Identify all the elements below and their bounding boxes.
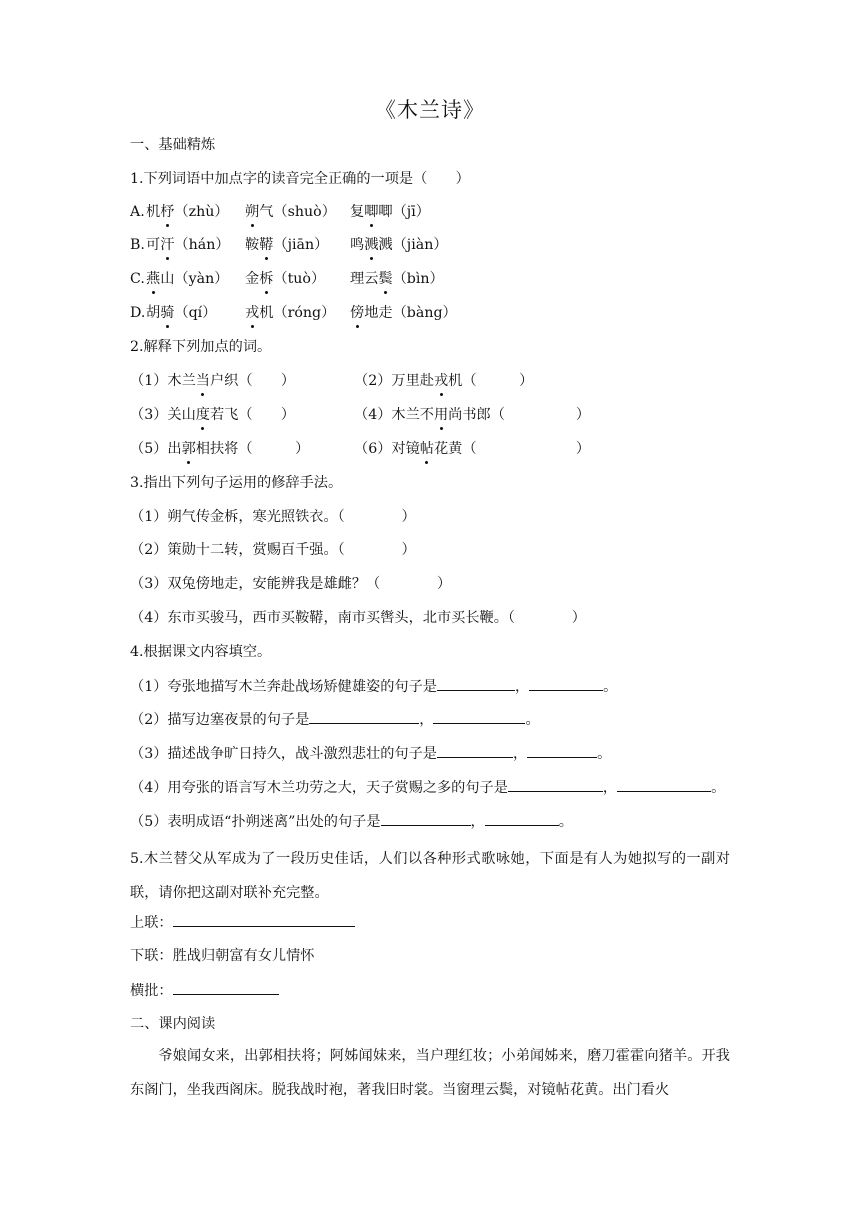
item-text: （1）夸张地描写木兰奔赴战场矫健雄姿的句子是: [130, 679, 437, 695]
item-text: （1）木兰: [130, 373, 196, 389]
word-char: 鞍: [245, 237, 260, 253]
pinyin: （bìn）: [392, 271, 444, 287]
item-text: （3）描述战争旷日持久，战斗激烈悲壮的句子是: [130, 746, 437, 762]
item-text: 相扶将（ ）: [195, 441, 310, 457]
question-4-stem: 4.根据课文内容填空。: [130, 644, 272, 660]
item-text: （4）木兰不: [354, 407, 434, 423]
question-2-item: [354, 405, 590, 425]
word-char: 地走: [364, 305, 393, 321]
answer-blank[interactable]: [309, 709, 419, 724]
answer-blank[interactable]: [527, 743, 597, 758]
pinyin: （zhù）: [174, 204, 229, 220]
pinyin: （jiàn）: [392, 237, 448, 253]
option-word: [146, 303, 216, 323]
answer-blank[interactable]: [529, 676, 603, 691]
pinyin: （hán）: [174, 237, 230, 253]
answer-blank[interactable]: [617, 777, 711, 792]
dotted-char: 鞯: [259, 237, 274, 253]
option-word: [350, 235, 448, 255]
option-word: [350, 202, 430, 222]
separator: ，: [470, 814, 485, 830]
separator: ，: [419, 712, 434, 728]
terminator: 。: [558, 814, 573, 830]
answer-blank[interactable]: [437, 676, 515, 691]
word-char: 鸣: [350, 237, 365, 253]
word-char: 胡: [146, 305, 161, 321]
option-word: [146, 202, 229, 222]
question-3-item: （3）双兔傍地走，安能辨我是雄雌？（ ）: [130, 576, 452, 592]
dotted-char: 骑: [160, 305, 175, 321]
reading-passage: 爷娘闻女来，出郭相扶将；阿姊闻妹来，当户理红妆；小弟闻姊来，磨刀霍霍向猪羊。开我东阁门，坐我西阁床。脱我战时袍，著我旧时裳。当窗理云鬓，对镜帖花黄。出门看火: [130, 1048, 730, 1098]
couplet-horizontal-label: 横批：: [130, 983, 173, 999]
pinyin: （jiān）: [273, 237, 329, 253]
word-char: 山: [160, 271, 175, 287]
question-2-stem: 2.解释下列加点的词。: [130, 339, 272, 355]
word-char: 溅: [378, 237, 393, 253]
dotted-char: 用: [433, 407, 449, 423]
dotted-char: 当: [195, 373, 210, 389]
dotted-char: 唧: [364, 204, 379, 220]
terminator: 。: [711, 780, 726, 796]
item-text: 机（ ）: [448, 373, 534, 389]
pinyin: （róng）: [273, 305, 336, 321]
option-label: D.: [130, 305, 146, 321]
item-text: 花黄（ ）: [433, 441, 591, 457]
dotted-char: 郭: [181, 441, 196, 457]
answer-blank[interactable]: [381, 811, 471, 826]
item-text: （5）表明成语“扑朔迷离”出处的句子是: [130, 814, 381, 830]
answer-blank[interactable]: [433, 709, 525, 724]
terminator: 。: [603, 679, 618, 695]
couplet-upper: [130, 912, 355, 933]
couplet-lower: 下联：胜战归朝富有女儿情怀: [130, 948, 315, 964]
dotted-char: 汗: [160, 237, 175, 253]
word-char: 机: [146, 204, 161, 220]
couplet-horizontal-blank[interactable]: [173, 980, 279, 995]
option-row: [130, 235, 730, 255]
option-word: [245, 235, 328, 255]
question-3-stem: 3.指出下列句子运用的修辞手法。: [130, 475, 343, 491]
dotted-char: 帖: [419, 441, 434, 457]
item-text: 尚书郎（ ）: [448, 407, 591, 423]
option-row: [130, 269, 730, 289]
answer-blank[interactable]: [508, 777, 603, 792]
dotted-char: 朔: [245, 204, 260, 220]
option-label: A.: [130, 204, 145, 220]
dotted-char: 溅: [364, 237, 379, 253]
pinyin: （jī）: [392, 204, 430, 220]
option-word: [146, 235, 230, 255]
page-title: 《木兰诗》: [375, 98, 485, 122]
option-word: [350, 303, 457, 323]
question-4-item: [130, 811, 573, 832]
word-char: 唧: [378, 204, 393, 220]
answer-blank[interactable]: [485, 811, 559, 826]
item-text: （5）出: [130, 441, 182, 457]
item-text: 户织（ ）: [209, 373, 296, 389]
option-word: [245, 269, 325, 289]
dotted-char: 戎: [245, 305, 260, 321]
option-label: C.: [130, 271, 145, 287]
question-3-item: （4）东市买骏马，西市买鞍鞯，南市买辔头，北市买长鞭。（ ）: [130, 610, 586, 626]
question-2-item: [130, 439, 309, 459]
question-2-item: [354, 371, 533, 391]
question-5-stem: 5.木兰替父从军成为了一段历史佳话，人们以各种形式歌咏她，下面是有人为她拟写的一副对联，请你把这副对联补充完整。: [130, 851, 730, 901]
item-text: （6）对镜: [354, 441, 420, 457]
dotted-char: 鬓: [378, 271, 393, 287]
separator: ，: [512, 746, 528, 762]
question-2-item: [130, 405, 295, 425]
dotted-char: 杼: [160, 204, 175, 220]
answer-blank[interactable]: [437, 743, 513, 758]
dotted-char: 戎: [433, 373, 449, 389]
word-char: 金: [245, 271, 260, 287]
question-2-item: [130, 371, 295, 391]
item-text: （2）万里赴: [354, 373, 434, 389]
section-heading-1: 一、基础精炼: [130, 137, 216, 153]
option-word: [350, 269, 444, 289]
option-row: [130, 202, 730, 222]
item-text: 若飞（ ）: [209, 407, 296, 423]
word-char: 机: [259, 305, 274, 321]
option-word: [245, 202, 336, 222]
couplet-horizontal: [130, 980, 279, 1001]
pinyin: （bàng）: [392, 305, 457, 321]
question-4-item: [130, 676, 617, 697]
pinyin: （shuò）: [273, 204, 336, 220]
terminator: 。: [597, 746, 612, 762]
section-heading-2: 二、课内阅读: [130, 1016, 216, 1032]
dotted-char: 柝: [259, 271, 274, 287]
terminator: 。: [525, 712, 540, 728]
question-1-stem: 1.下列词语中加点字的读音完全正确的一项是（ ）: [130, 171, 470, 187]
separator: ，: [602, 780, 618, 796]
question-2-item: [354, 439, 590, 459]
pinyin: （yàn）: [174, 271, 229, 287]
option-row: [130, 303, 730, 323]
question-4-item: [130, 709, 540, 730]
couplet-upper-blank[interactable]: [173, 912, 355, 927]
option-word: [245, 303, 335, 323]
word-char: 复: [350, 204, 365, 220]
pinyin: （qí）: [174, 305, 217, 321]
item-text: （4）用夸张的语言写木兰功劳之大，天子赏赐之多的句子是: [130, 780, 508, 796]
word-char: 可: [146, 237, 161, 253]
couplet-upper-label: 上联：: [130, 915, 173, 931]
word-char: 理云: [350, 271, 379, 287]
option-word: [146, 269, 228, 289]
item-text: （3）关山: [130, 407, 196, 423]
item-text: （2）描写边塞夜景的句子是: [130, 712, 310, 728]
dotted-char: 傍: [350, 305, 365, 321]
question-3-item: （1）朔气传金柝，寒光照铁衣。（ ）: [130, 509, 416, 525]
option-label: B.: [130, 237, 145, 253]
question-4-item: [130, 743, 611, 764]
pinyin: （tuò）: [273, 271, 326, 287]
dotted-char: 度: [195, 407, 210, 423]
word-char: 气: [259, 204, 274, 220]
question-3-item: （2）策勋十二转，赏赐百千强。（ ）: [130, 542, 416, 558]
question-4-item: [130, 777, 725, 798]
dotted-char: 燕: [146, 271, 161, 287]
separator: ，: [514, 679, 530, 695]
